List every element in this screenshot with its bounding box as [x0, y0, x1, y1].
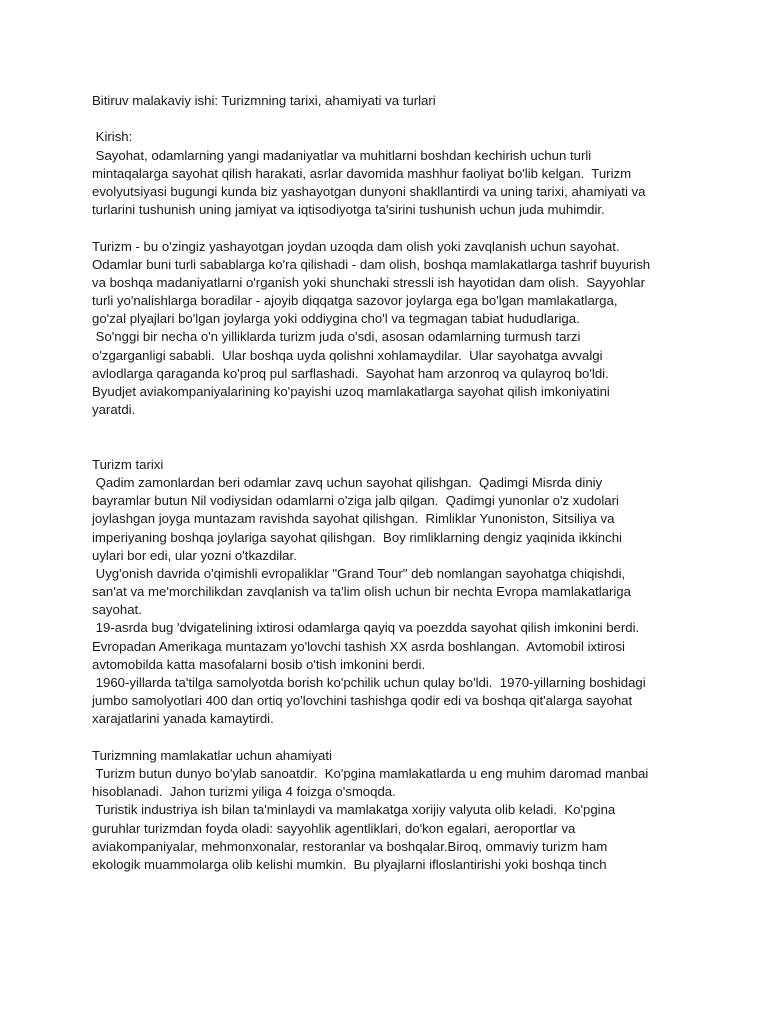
- document-title: Bitiruv malakaviy ishi: Turizmning tarixi, ahamiyati va turlari: [92, 93, 436, 108]
- paragraph-line: o'zgarganligi sababli. Ular boshqa uyda qolishni xohlamaydilar. Ular sayohatga avvalgi: [92, 347, 603, 363]
- paragraph-line: imperiyaning boshqa joylariga sayohat qilishgan. Boy rimliklarning dengiz yaqinida ikkinchi: [92, 529, 622, 545]
- paragraph-line: Byudjet aviakompaniyalarining ko'payishi uzoq mamlakatlarga sayohat qilish imkoniyatini: [92, 384, 610, 399]
- blank-line: [92, 219, 692, 237]
- paragraph-line: Sayohat, odamlarning yangi madaniyatlar va muhitlarni boshdan kechirish uchun turli: [92, 147, 592, 163]
- paragraph-line: go'zal plyajlari bo'lgan joylarga yoki oddiygina cho'l va tegmagan tabiat hududlariga.: [92, 311, 580, 327]
- paragraph-line: Uyg'onish davrida o'qimishli evropaliklar "Grand Tour" deb nomlangan sayohatga chiqishdi,: [92, 565, 626, 581]
- paragraph-line: xarajatlarini yanada kamaytirdi.: [92, 711, 274, 727]
- paragraph-line: Turizm - bu o'zingiz yashayotgan joydan uzoqda dam olish yoki zavqlanish uchun sayohat.: [92, 238, 620, 254]
- document-page: [92, 92, 692, 874]
- blank-lines: [92, 419, 692, 455]
- paragraph-line: 19-asrda bug 'dvigatelining ixtirosi odamlarga qayiq va poezdda sayohat qilish imkonini berdi.: [92, 620, 640, 636]
- blank-line: [92, 110, 692, 128]
- paragraph-line: uylari bor edi, ular yozni o'tkazdilar.: [92, 547, 297, 563]
- paragraph-line: turli yo'nalishlarga boradilar - ajoyib diqqatga sazovor joylarga ega bo'lgan mamlakatlarga,: [92, 293, 618, 309]
- section-tourism-history: [92, 456, 692, 729]
- section-introduction: [92, 128, 692, 219]
- paragraph-line: So'nggi bir necha o'n yilliklarda turizm juda o'sdi, asosan odamlarning turmush tarzi: [92, 329, 581, 345]
- section-tourism-importance: [92, 747, 692, 874]
- paragraph-line: yaratdi.: [92, 402, 136, 418]
- paragraph-line: bayramlar butun Nil vodiysidan odamlarni o'ziga jalb qilgan. Qadimgi yunonlar o'z xudolari: [92, 493, 619, 509]
- paragraph-line: san'at va me'morchilikdan zavqlanish va ta'lim olish uchun bir nechta Evropa mamlakatlariga: [92, 584, 631, 600]
- paragraph-line: avlodlarga qaraganda ko'proq pul sarflashadi. Sayohat ham arzonroq va qulayroq bo'ldi.: [92, 365, 609, 381]
- section-heading: Turizm tarixi: [92, 456, 164, 472]
- paragraph-line: sayohat.: [92, 602, 142, 618]
- paragraph-line: avtomobilda katta masofalarni bosib o'tish imkonini berdi.: [92, 656, 426, 672]
- paragraph-line: ekologik muammolarga olib kelishi mumkin. Bu plyajlarni ifloslantirishi yoki boshqa tinch: [92, 856, 607, 872]
- paragraph-line: joylashgan joyga muntazam ravishda sayohat qilishgan. Rimliklar Yunoniston, Sitsiliya va: [92, 511, 615, 527]
- paragraph-line: mintaqalarga sayohat qilish harakati, asrlar davomida mashhur faoliyat bo'lib kelgan. Turizm: [92, 165, 632, 181]
- paragraph-line: va boshqa madaniyatlarni o'rganish yoki shunchaki stressli ish hayotidan dam olish. Sayyohlar: [92, 274, 646, 290]
- paragraph-line: guruhlar turizmdan foyda oladi: sayyohlik agentliklari, do'kon egalari, aeroportlar va: [92, 820, 576, 836]
- paragraph-line: aviakompaniyalar, mehmonxonalar, restoranlar va boshqalar.Biroq, ommaviy turizm ham: [92, 838, 608, 854]
- paragraph-line: Qadim zamonlardan beri odamlar zavq uchun sayohat qilishgan. Qadimgi Misrda diniy: [92, 474, 603, 490]
- paragraph-line: Turizm butun dunyo bo'ylab sanoatdir. Ko'pgina mamlakatlarda u eng muhim daromad manbai: [92, 765, 649, 781]
- paragraph-line: Turistik industriya ish bilan ta'minlaydi va mamlakatga xorijiy valyuta olib keladi. Ko'pgina: [92, 802, 616, 818]
- paragraph-line: Odamlar buni turli sabablarga ko'ra qilishadi - dam olish, boshqa mamlakatlarga tashrif buyurish: [92, 256, 651, 272]
- section-heading: Turizmning mamlakatlar uchun ahamiyati: [92, 747, 332, 763]
- paragraph-line: 1960-yillarda ta'tilga samolyotda borish ko'pchilik uchun qulay bo'ldi. 1970-yillarning boshidagi: [92, 675, 646, 691]
- paragraph-line: turlarini tushunish uning jamiyat va iqtisodiyotga ta'sirini tushunish uchun juda muhimdir.: [92, 202, 605, 218]
- section-tourism-definition: [92, 238, 692, 420]
- section-heading: Kirish:: [92, 129, 133, 145]
- paragraph-line: jumbo samolyotlari 400 dan ortiq yo'lovchini tashishga qodir edi va boshqa qit'alarga sayohat: [92, 693, 633, 709]
- paragraph-line: hisoblanadi. Jahon turizmi yiliga 4 foizga o'smoqda.: [92, 784, 396, 800]
- paragraph-line: evolyutsiyasi bugungi kunda biz yashayotgan dunyoni shakllantirdi va uning tarixi, ahamiyati va: [92, 183, 646, 199]
- blank-line: [92, 729, 692, 747]
- paragraph-line: Evropadan Amerikaga muntazam yo'lovchi tashish XX asrda boshlangan. Avtomobil ixtirosi: [92, 638, 625, 654]
